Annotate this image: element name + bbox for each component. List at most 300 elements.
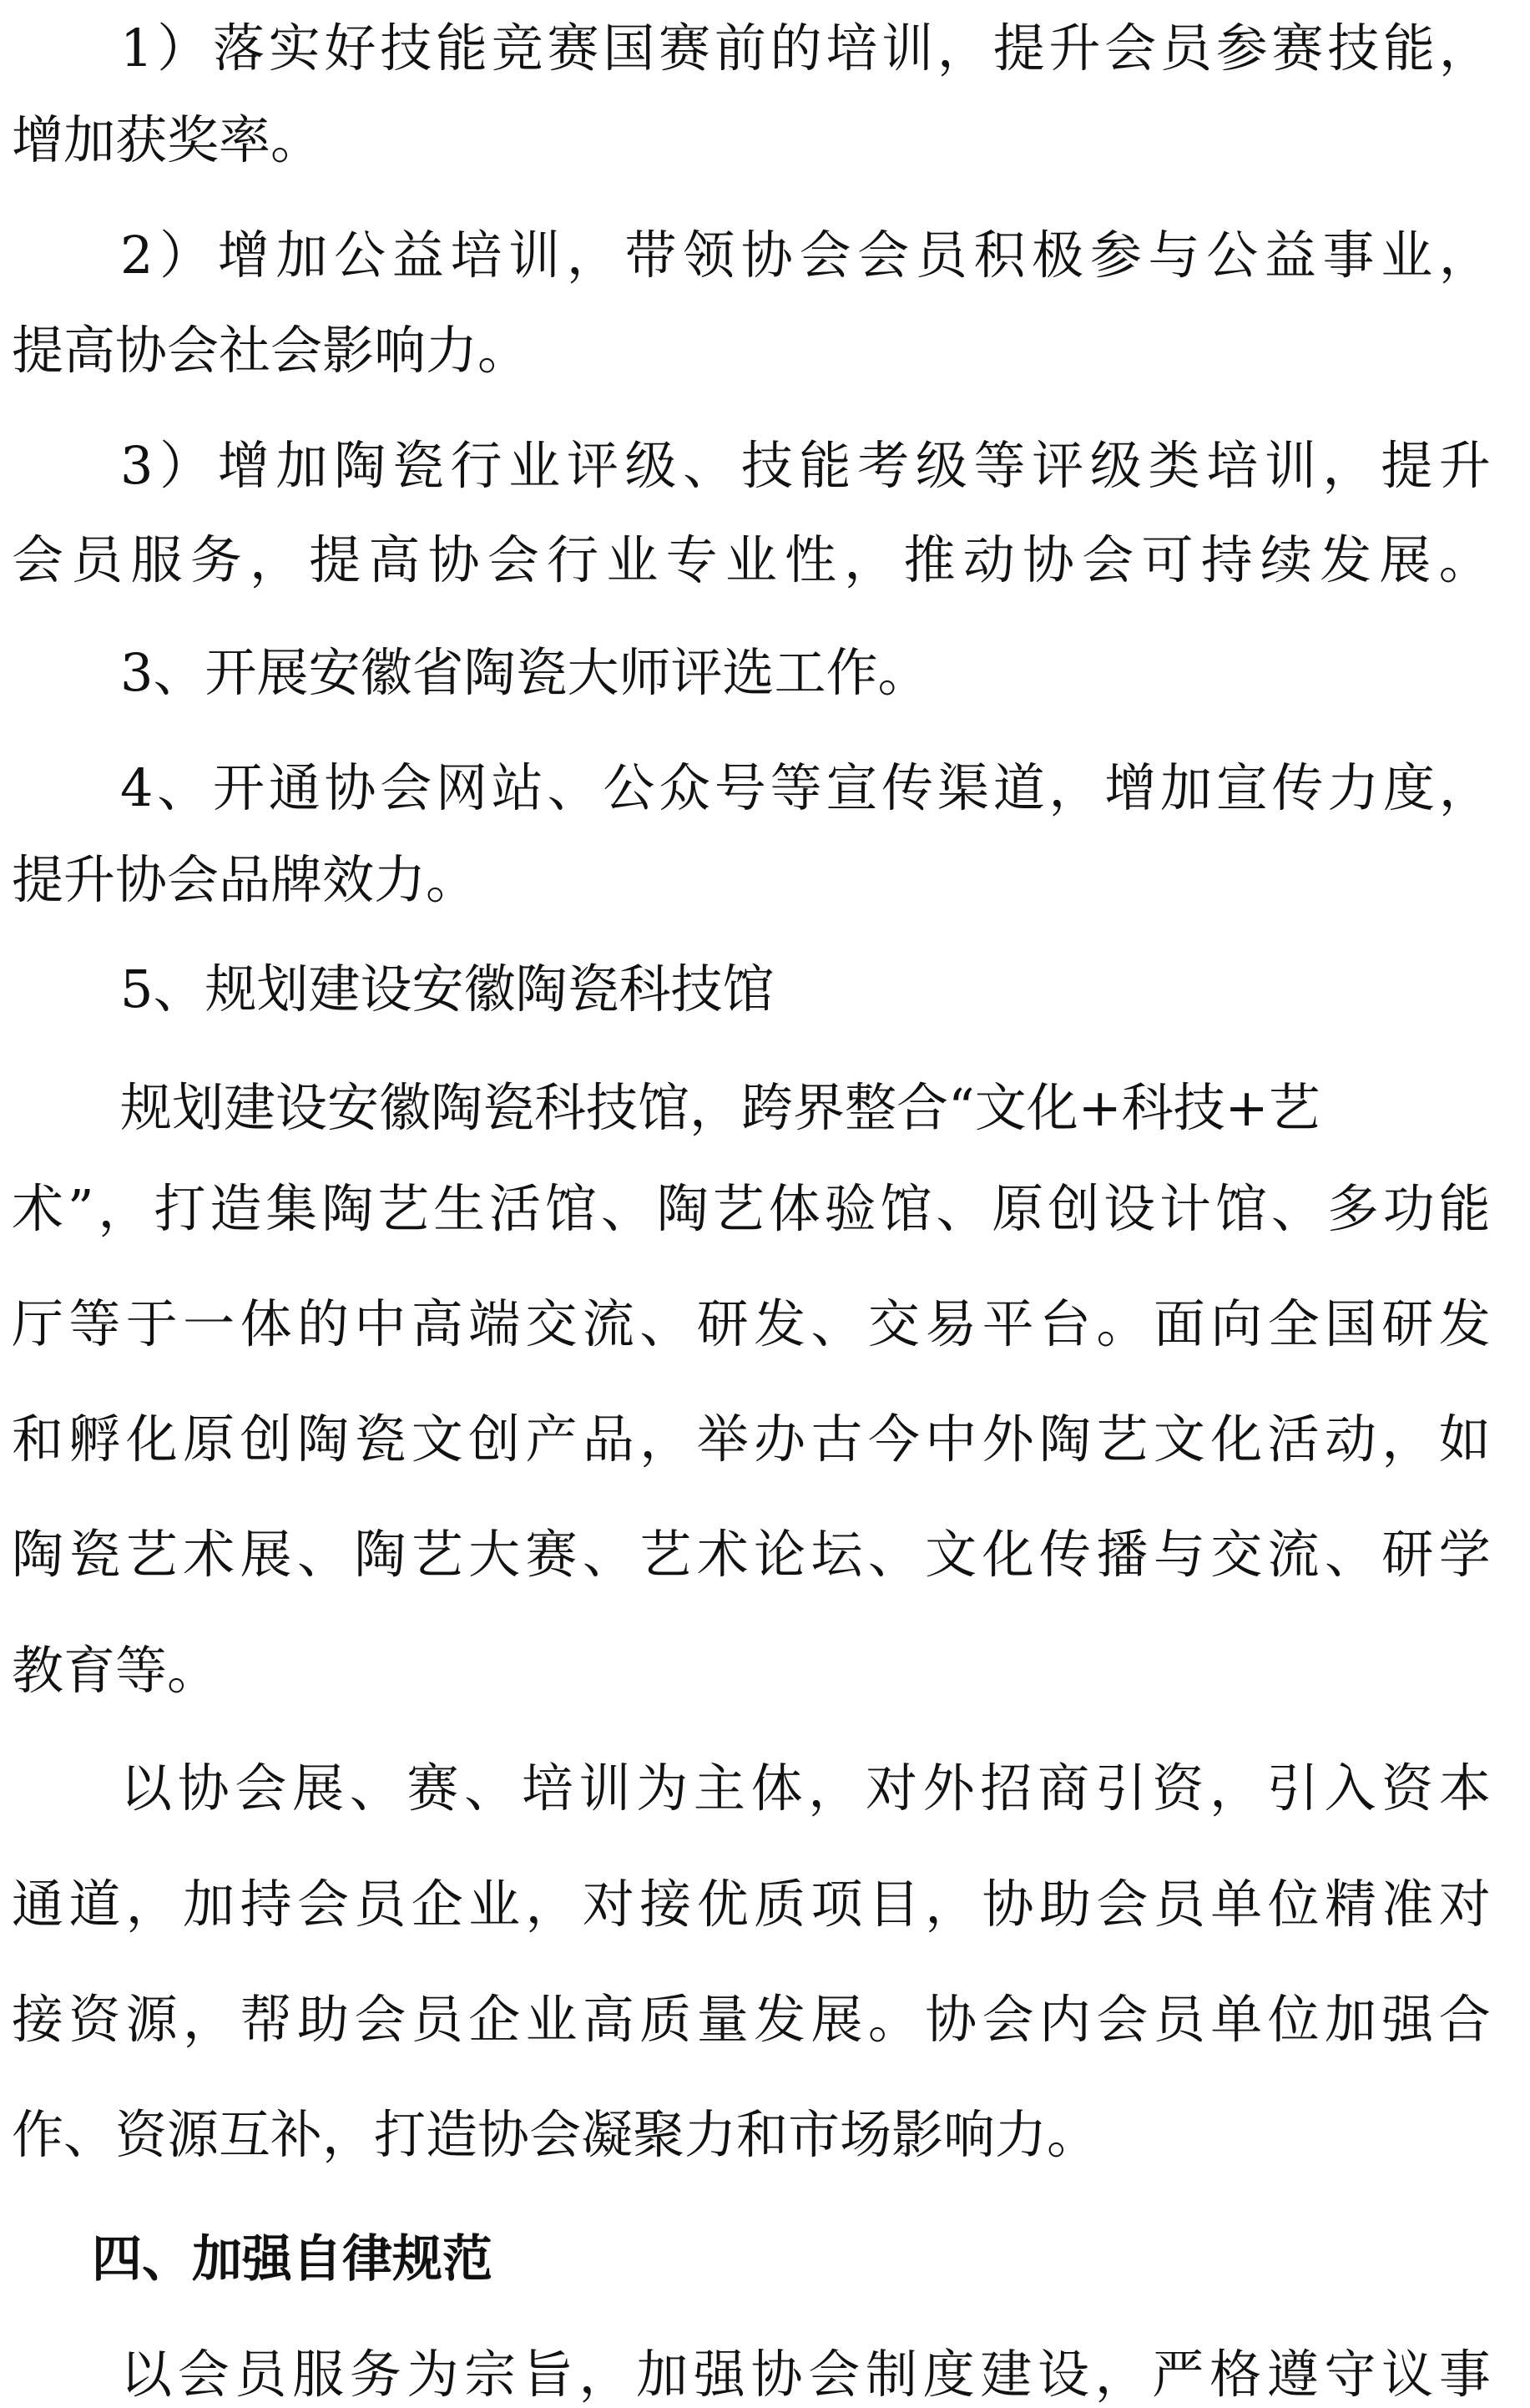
- glyph: 生: [433, 1177, 486, 1239]
- glyph: 业: [606, 529, 659, 591]
- glyph: 业: [525, 1988, 578, 2050]
- glyph: 台: [1039, 1293, 1092, 1354]
- glyph: 员: [1159, 18, 1212, 78]
- glyph: ，: [1209, 1758, 1262, 1819]
- glyph: 员: [354, 1873, 406, 1935]
- glyph: 陶: [334, 434, 386, 496]
- glyph: 陶: [354, 1524, 406, 1586]
- glyph: 遵: [1266, 2344, 1319, 2405]
- glyph: 领: [683, 225, 735, 286]
- glyph: 外: [922, 1758, 975, 1819]
- glyph: 交: [525, 1293, 578, 1354]
- glyph: 、: [600, 1177, 653, 1239]
- glyph: ，: [1322, 434, 1375, 496]
- glyph: 性: [785, 529, 837, 591]
- glyph: 增: [1104, 757, 1157, 819]
- glyph: 品: [582, 1409, 634, 1470]
- glyph: 高: [368, 529, 421, 591]
- glyph: 术: [12, 1177, 64, 1239]
- glyph: 动: [1324, 1409, 1376, 1470]
- glyph: 展: [1379, 529, 1432, 591]
- glyph: 级: [1089, 434, 1142, 496]
- glyph: 流: [1267, 1524, 1320, 1586]
- glyph: 国: [603, 18, 655, 78]
- glyph: 、: [157, 757, 210, 819]
- text-line: [12, 1291, 1491, 1358]
- glyph: 目: [867, 1873, 920, 1935]
- glyph: 、: [547, 757, 599, 819]
- glyph: 孵: [68, 1409, 121, 1470]
- glyph: 能: [1438, 1177, 1491, 1239]
- glyph: 发: [754, 1988, 806, 2050]
- glyph: 极: [1032, 225, 1084, 286]
- glyph: 展: [292, 1758, 345, 1819]
- text-line: [12, 1986, 1491, 2053]
- glyph: 。: [1438, 529, 1491, 591]
- glyph: 办: [754, 1409, 806, 1470]
- text-line: 教育等。: [12, 1639, 220, 1701]
- glyph: 协: [740, 225, 793, 286]
- glyph: 举: [696, 1409, 749, 1470]
- glyph: 赛: [659, 18, 711, 78]
- glyph: 企: [468, 1988, 521, 2050]
- glyph: 文: [925, 1524, 977, 1586]
- glyph: ，: [1438, 18, 1491, 78]
- glyph: 古: [810, 1409, 863, 1470]
- text-line: 规划建设安徽陶瓷科技馆，跨界整合“文化+科技+艺: [120, 1077, 1320, 1139]
- glyph: 入: [1324, 1758, 1376, 1819]
- glyph: 端: [468, 1293, 521, 1354]
- glyph: 计: [1159, 1177, 1212, 1239]
- glyph: ）: [157, 18, 210, 78]
- glyph: 旨: [521, 2344, 573, 2405]
- glyph: 交: [867, 1293, 920, 1354]
- glyph: 产: [525, 1409, 578, 1470]
- glyph: 质: [639, 1988, 692, 2050]
- glyph: 积: [973, 225, 1026, 286]
- glyph: 助: [1039, 1873, 1092, 1935]
- glyph: 对: [582, 1873, 634, 1935]
- glyph: 落: [212, 18, 265, 78]
- glyph: 3: [120, 434, 154, 496]
- glyph: 多: [1326, 1177, 1379, 1239]
- glyph: 能: [799, 434, 851, 496]
- glyph: 引: [1266, 1758, 1319, 1819]
- glyph: 加: [636, 2344, 689, 2405]
- glyph: 研: [1381, 1524, 1434, 1586]
- glyph: 益: [1264, 225, 1316, 286]
- glyph: 强: [693, 2344, 745, 2405]
- glyph: 中: [354, 1293, 406, 1354]
- glyph: 守: [1324, 2344, 1376, 2405]
- glyph: 格: [1209, 2344, 1262, 2405]
- glyph: 向: [1210, 1293, 1263, 1354]
- glyph: 艺: [411, 1524, 463, 1586]
- glyph: 参: [1215, 18, 1268, 78]
- glyph: ，: [1438, 757, 1491, 819]
- glyph: 活: [1267, 1409, 1320, 1470]
- glyph: ，: [98, 1177, 150, 1239]
- glyph: 业: [1381, 225, 1433, 286]
- glyph: 交: [1210, 1524, 1263, 1586]
- glyph: 厅: [12, 1293, 64, 1354]
- glyph: ，: [639, 1409, 692, 1470]
- glyph: 能: [436, 18, 488, 78]
- glyph: 设: [1038, 2344, 1090, 2405]
- glyph: 源: [125, 1988, 178, 2050]
- glyph: ）: [159, 225, 212, 286]
- glyph: 宗: [464, 2344, 517, 2405]
- glyph: 大: [468, 1524, 521, 1586]
- glyph: 功: [1382, 1177, 1435, 1239]
- glyph: 训: [1264, 434, 1316, 496]
- glyph: 会: [1096, 1988, 1149, 2050]
- glyph: 准: [1381, 1873, 1434, 1935]
- glyph: 陶: [12, 1524, 64, 1586]
- glyph: 技: [740, 434, 793, 496]
- glyph: 、: [349, 1758, 401, 1819]
- glyph: 以: [120, 2344, 173, 2405]
- glyph: 站: [491, 757, 543, 819]
- glyph: 一: [183, 1293, 235, 1354]
- glyph: ，: [1094, 2344, 1147, 2405]
- text-line: [120, 433, 1491, 499]
- glyph: 易: [925, 1293, 977, 1354]
- glyph: 陶: [1039, 1409, 1092, 1470]
- glyph: 合: [1438, 1988, 1491, 2050]
- glyph: 增: [217, 434, 270, 496]
- glyph: 会: [982, 1988, 1034, 2050]
- glyph: 网: [436, 757, 488, 819]
- glyph: 赛: [547, 18, 599, 78]
- glyph: 加: [275, 225, 328, 286]
- glyph: 招: [980, 1758, 1033, 1819]
- glyph: 创: [468, 1409, 521, 1470]
- glyph: 论: [754, 1524, 806, 1586]
- glyph: ”: [67, 1177, 94, 1239]
- glyph: 行: [547, 529, 599, 591]
- glyph: 会: [857, 225, 910, 286]
- glyph: 企: [411, 1873, 463, 1935]
- glyph: 会: [487, 529, 539, 591]
- glyph: 位: [1267, 1988, 1320, 2050]
- glyph: 竞: [491, 18, 543, 78]
- glyph: 动: [962, 529, 1015, 591]
- glyph: 参: [1089, 225, 1142, 286]
- glyph: 化: [125, 1409, 178, 1470]
- glyph: 前: [714, 18, 766, 78]
- glyph: 体: [768, 1177, 821, 1239]
- glyph: 宣: [826, 757, 878, 819]
- glyph: 会: [799, 225, 851, 286]
- glyph: 接: [639, 1873, 692, 1935]
- glyph: 级: [624, 434, 677, 496]
- glyph: 公: [334, 225, 386, 286]
- glyph: 优: [696, 1873, 749, 1935]
- text-line: [12, 1521, 1491, 1588]
- glyph: 、: [464, 1758, 517, 1819]
- glyph: 传: [1039, 1524, 1092, 1586]
- glyph: 员: [1153, 1873, 1205, 1935]
- glyph: 渠: [937, 757, 989, 819]
- glyph: 提: [992, 18, 1045, 78]
- glyph: 瓷: [354, 1409, 406, 1470]
- text-line: [120, 755, 1491, 822]
- glyph: 艺: [712, 1177, 765, 1239]
- glyph: 议: [1381, 2344, 1434, 2405]
- glyph: 协: [982, 1873, 1034, 1935]
- glyph: 带: [624, 225, 677, 286]
- glyph: 馆: [544, 1177, 597, 1239]
- glyph: 协: [177, 1758, 230, 1819]
- glyph: 发: [754, 1293, 806, 1354]
- glyph: 赛: [406, 1758, 459, 1819]
- glyph: 升: [1438, 434, 1491, 496]
- glyph: 学: [1438, 1524, 1491, 1586]
- glyph: 训: [508, 225, 561, 286]
- glyph: 与: [1148, 225, 1200, 286]
- glyph: 陶: [296, 1409, 349, 1470]
- glyph: 全: [1267, 1293, 1320, 1354]
- glyph: 服: [130, 529, 183, 591]
- glyph: 商: [1038, 1758, 1090, 1819]
- glyph: 展: [240, 1524, 292, 1586]
- glyph: 能: [1383, 18, 1436, 78]
- glyph: 会: [380, 757, 432, 819]
- glyph: 考: [857, 434, 910, 496]
- glyph: 度: [1383, 757, 1436, 819]
- text-line: [120, 222, 1491, 289]
- glyph: 和: [12, 1409, 64, 1470]
- glyph: 公: [603, 757, 655, 819]
- glyph: ，: [1381, 1409, 1434, 1470]
- glyph: 号: [714, 757, 766, 819]
- glyph: 对: [865, 1758, 917, 1819]
- glyph: ，: [249, 529, 301, 591]
- glyph: 提: [309, 529, 361, 591]
- glyph: 制: [865, 2344, 917, 2405]
- glyph: 会: [12, 529, 64, 591]
- glyph: 会: [1104, 18, 1157, 78]
- glyph: 术: [696, 1524, 749, 1586]
- glyph: 高: [411, 1293, 463, 1354]
- glyph: 质: [754, 1873, 806, 1935]
- text-line: [12, 1871, 1491, 1938]
- glyph: 协: [324, 757, 376, 819]
- glyph: 主: [693, 1758, 745, 1819]
- glyph: 务: [349, 2344, 401, 2405]
- glyph: 传: [881, 757, 934, 819]
- glyph: ，: [925, 1873, 977, 1935]
- glyph: 的: [296, 1293, 349, 1354]
- glyph: 为: [406, 2344, 459, 2405]
- glyph: 力: [1327, 757, 1380, 819]
- glyph: ，: [1048, 757, 1101, 819]
- glyph: 1: [120, 18, 154, 78]
- glyph: ，: [125, 1873, 178, 1935]
- glyph: 宣: [1215, 757, 1268, 819]
- glyph: ，: [566, 225, 619, 286]
- glyph: 协: [427, 529, 480, 591]
- glyph: 资: [1152, 1758, 1204, 1819]
- glyph: 专: [665, 529, 718, 591]
- glyph: 研: [1381, 1293, 1434, 1354]
- glyph: 验: [824, 1177, 876, 1239]
- glyph: 益: [391, 225, 444, 286]
- glyph: 度: [922, 2344, 975, 2405]
- glyph: 坛: [810, 1524, 863, 1586]
- glyph: 事: [1438, 2344, 1491, 2405]
- glyph: 技: [1327, 18, 1380, 78]
- glyph: 传: [1271, 757, 1324, 819]
- glyph: 服: [292, 2344, 345, 2405]
- glyph: 会: [296, 1873, 349, 1935]
- glyph: 艺: [639, 1524, 692, 1586]
- glyph: 培: [521, 1758, 573, 1819]
- text-line: 提高协会社会影响力。: [12, 319, 530, 381]
- glyph: 培: [826, 18, 878, 78]
- glyph: 造: [210, 1177, 262, 1239]
- glyph: 道: [992, 757, 1045, 819]
- glyph: 瓷: [68, 1524, 121, 1586]
- glyph: 员: [1153, 1988, 1205, 2050]
- glyph: 资: [68, 1988, 121, 2050]
- glyph: 等: [770, 757, 822, 819]
- text-line: [120, 1755, 1491, 1822]
- glyph: ，: [183, 1988, 235, 2050]
- glyph: 发: [1320, 529, 1372, 591]
- glyph: 单: [1210, 1988, 1263, 2050]
- glyph: 协: [1022, 529, 1074, 591]
- text-line: [12, 527, 1491, 594]
- glyph: 建: [980, 2344, 1033, 2405]
- text-line: 5、规划建设安徽陶瓷科技馆: [120, 959, 775, 1020]
- glyph: 开: [212, 757, 265, 819]
- glyph: ，: [525, 1873, 578, 1935]
- glyph: 设: [1103, 1177, 1156, 1239]
- glyph: 馆: [880, 1177, 932, 1239]
- glyph: 训: [881, 18, 934, 78]
- glyph: 化: [982, 1524, 1034, 1586]
- glyph: 陶: [321, 1177, 374, 1239]
- glyph: 级: [915, 434, 967, 496]
- glyph: 升: [1048, 18, 1101, 78]
- glyph: 体: [750, 1758, 803, 1819]
- glyph: 文: [411, 1409, 463, 1470]
- glyph: 会: [808, 2344, 861, 2405]
- glyph: 引: [1094, 1758, 1147, 1819]
- glyph: 项: [810, 1873, 863, 1935]
- glyph: ，: [808, 1758, 861, 1819]
- glyph: 原: [183, 1409, 235, 1470]
- glyph: ，: [578, 2344, 631, 2405]
- glyph: 为: [636, 1758, 689, 1819]
- glyph: ，: [844, 529, 896, 591]
- glyph: 平: [982, 1293, 1034, 1354]
- text-line: 增加获奖率。: [12, 109, 323, 170]
- glyph: 可: [1141, 529, 1194, 591]
- glyph: 员: [915, 225, 967, 286]
- glyph: 员: [235, 2344, 287, 2405]
- glyph: 单: [1210, 1873, 1263, 1935]
- glyph: 国: [1324, 1293, 1376, 1354]
- glyph: 协: [925, 1988, 977, 2050]
- glyph: 集: [265, 1177, 318, 1239]
- glyph: 创: [1048, 1177, 1100, 1239]
- glyph: 协: [750, 2344, 803, 2405]
- glyph: 会: [1082, 529, 1134, 591]
- glyph: 强: [1381, 1988, 1434, 2050]
- glyph: 展: [810, 1988, 863, 2050]
- glyph: 接: [12, 1988, 64, 2050]
- text-line: 3、开展安徽省陶瓷大师评选工作。: [120, 641, 930, 703]
- glyph: 等: [973, 434, 1026, 496]
- glyph: 业: [468, 1873, 521, 1935]
- glyph: 、: [582, 1524, 634, 1586]
- glyph: 会: [177, 2344, 230, 2405]
- glyph: 提: [1381, 434, 1433, 496]
- glyph: 严: [1152, 2344, 1204, 2405]
- glyph: 创: [240, 1409, 292, 1470]
- glyph: 众: [659, 757, 711, 819]
- glyph: 员: [71, 529, 124, 591]
- text-line: [12, 1406, 1491, 1473]
- glyph: 精: [1324, 1873, 1376, 1935]
- glyph: ）: [159, 434, 212, 496]
- glyph: ，: [937, 18, 989, 78]
- glyph: 如: [1438, 1409, 1491, 1470]
- glyph: 馆: [1214, 1177, 1267, 1239]
- glyph: 瓷: [391, 434, 444, 496]
- glyph: 等: [68, 1293, 121, 1354]
- glyph: 加: [183, 1873, 235, 1935]
- glyph: 培: [1206, 434, 1259, 496]
- glyph: 技: [380, 18, 432, 78]
- glyph: 活: [488, 1177, 541, 1239]
- glyph: 打: [154, 1177, 206, 1239]
- glyph: 、: [810, 1293, 863, 1354]
- glyph: 、: [683, 434, 735, 496]
- glyph: 培: [450, 225, 502, 286]
- glyph: 。: [867, 1988, 920, 2050]
- glyph: 于: [125, 1293, 178, 1354]
- glyph: 对: [1438, 1873, 1491, 1935]
- glyph: 化: [1210, 1409, 1263, 1470]
- glyph: 中: [925, 1409, 977, 1470]
- text-line: [12, 1176, 1491, 1242]
- glyph: 今: [867, 1409, 920, 1470]
- glyph: 实: [268, 18, 321, 78]
- glyph: 助: [296, 1988, 349, 2050]
- glyph: 与: [1153, 1524, 1205, 1586]
- glyph: 艺: [125, 1524, 178, 1586]
- glyph: 艺: [377, 1177, 430, 1239]
- glyph: 原: [992, 1177, 1044, 1239]
- glyph: 本: [1438, 1758, 1491, 1819]
- glyph: ，: [1438, 225, 1491, 286]
- glyph: 量: [696, 1988, 749, 2050]
- text-line: 作、资源互补，打造协会凝聚力和市场影响力。: [12, 2104, 1099, 2166]
- glyph: 。: [1096, 1293, 1149, 1354]
- glyph: 员: [411, 1988, 463, 2050]
- glyph: 道: [68, 1873, 121, 1935]
- glyph: 帮: [240, 1988, 292, 2050]
- glyph: 外: [982, 1409, 1034, 1470]
- glyph: 业: [508, 434, 561, 496]
- glyph: 文: [1153, 1409, 1205, 1470]
- glyph: 发: [1438, 1293, 1491, 1354]
- glyph: 资: [1381, 1758, 1434, 1819]
